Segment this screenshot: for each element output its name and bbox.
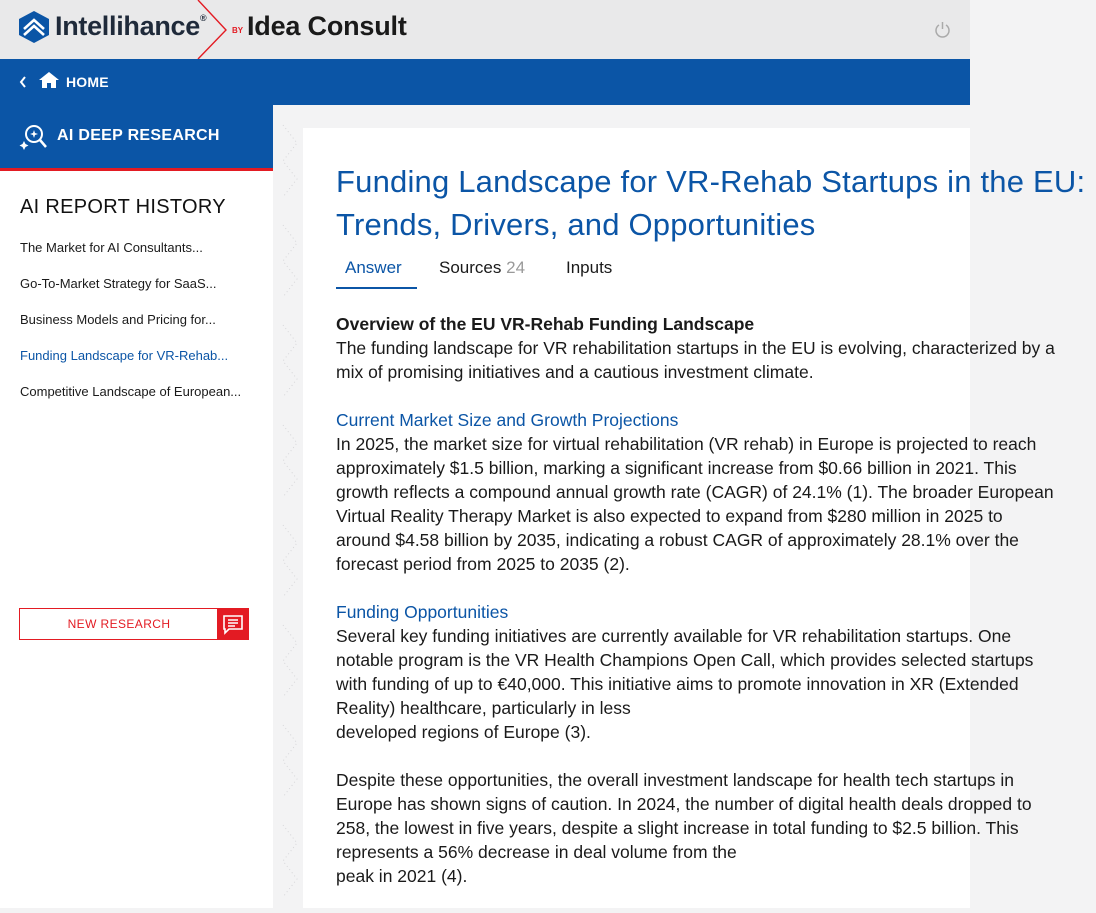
funding-heading: Funding Opportunities bbox=[336, 602, 509, 622]
report-card bbox=[303, 128, 1086, 908]
brand-name: Intellihance® bbox=[55, 11, 207, 41]
partner-name: Idea Consult bbox=[247, 11, 407, 41]
sidebar bbox=[0, 105, 273, 908]
new-research-button[interactable] bbox=[19, 608, 249, 640]
report-title: Funding Landscape for VR-Rehab Startups in the EU: Trends, Drivers, and Opportunities bbox=[336, 164, 1086, 242]
history-item[interactable]: Go-To-Market Strategy for SaaS... bbox=[20, 276, 217, 291]
top-bar bbox=[0, 0, 970, 59]
active-tab-indicator bbox=[336, 287, 417, 289]
by-label: BY bbox=[232, 26, 244, 35]
overview-heading: Overview of the EU VR-Rehab Funding Landscape bbox=[336, 314, 755, 334]
report-content bbox=[336, 312, 1096, 888]
caution-text: Despite these opportunities, the overall investment landscape for health tech startups in Europe has shown signs of caution. In 2024, the number of digital health deals dropped to 258, the lowest in five years, despite a slight increase in total funding to $2.5 billion. This represents a 56% decrease in deal volume from the peak in 2021 (4). bbox=[336, 770, 1032, 886]
home-link[interactable]: HOME bbox=[66, 74, 109, 90]
market-heading: Current Market Size and Growth Projections bbox=[336, 410, 679, 430]
chevron-left-icon[interactable] bbox=[18, 75, 28, 89]
tab-inputs[interactable]: Inputs bbox=[566, 258, 613, 277]
new-research-label: NEW RESEARCH bbox=[67, 617, 171, 631]
intellihance-logo-icon bbox=[19, 11, 49, 43]
power-icon[interactable] bbox=[934, 21, 951, 38]
home-icon[interactable] bbox=[38, 71, 60, 89]
history-item[interactable]: The Market for AI Consultants... bbox=[20, 240, 203, 255]
tab-sources-label: Sources bbox=[439, 258, 502, 277]
magnifier-sparkle-icon bbox=[18, 122, 48, 152]
chat-icon bbox=[223, 615, 243, 634]
funding-text: Several key funding initiatives are currently available for VR rehabilitation startups. One notable program is the VR Health Champions Open Call, which provides selected startups with funding of up to €40,000. This initiative aims to promote innovation in XR (Extended Reality) healthcare, particularly in less developed regions of Europe (3). bbox=[336, 626, 1034, 742]
ai-deep-research-tab[interactable] bbox=[0, 105, 273, 171]
history-item[interactable]: Competitive Landscape of European... bbox=[20, 384, 242, 399]
ai-deep-research-label: AI DEEP RESEARCH bbox=[57, 127, 220, 144]
history-item-active[interactable]: Funding Landscape for VR-Rehab... bbox=[20, 348, 229, 363]
market-text: In 2025, the market size for virtual rehabilitation (VR rehab) in Europe is projected to reach approximately $1.5 billion, marking a significant increase from $0.66 billion in 2021. This growth reflects a compound annual growth rate (CAGR) of 24.1% (1). The broader European Virtual Reality Therapy Market is also expected to expand from $280 million in 2025 to around $4.58 billion by 2035, indicating a robust CAGR of approximately 28.1% over the forecast period from 2025 to 2035 (2). bbox=[336, 434, 1054, 574]
history-item[interactable]: Business Models and Pricing for... bbox=[20, 312, 216, 327]
chevron-divider-icon bbox=[196, 0, 232, 59]
report-history-title: AI REPORT HISTORY bbox=[20, 196, 226, 218]
tab-answer[interactable]: Answer bbox=[345, 258, 402, 277]
sources-count: 24 bbox=[506, 258, 526, 277]
overview-text: The funding landscape for VR rehabilitation startups in the EU is evolving, characterized by a mix of promising initiatives and a cautious investment climate. bbox=[336, 338, 1055, 382]
new-research-icon-button[interactable] bbox=[217, 608, 249, 640]
tab-sources[interactable] bbox=[439, 258, 525, 278]
nav-bar bbox=[0, 59, 970, 105]
